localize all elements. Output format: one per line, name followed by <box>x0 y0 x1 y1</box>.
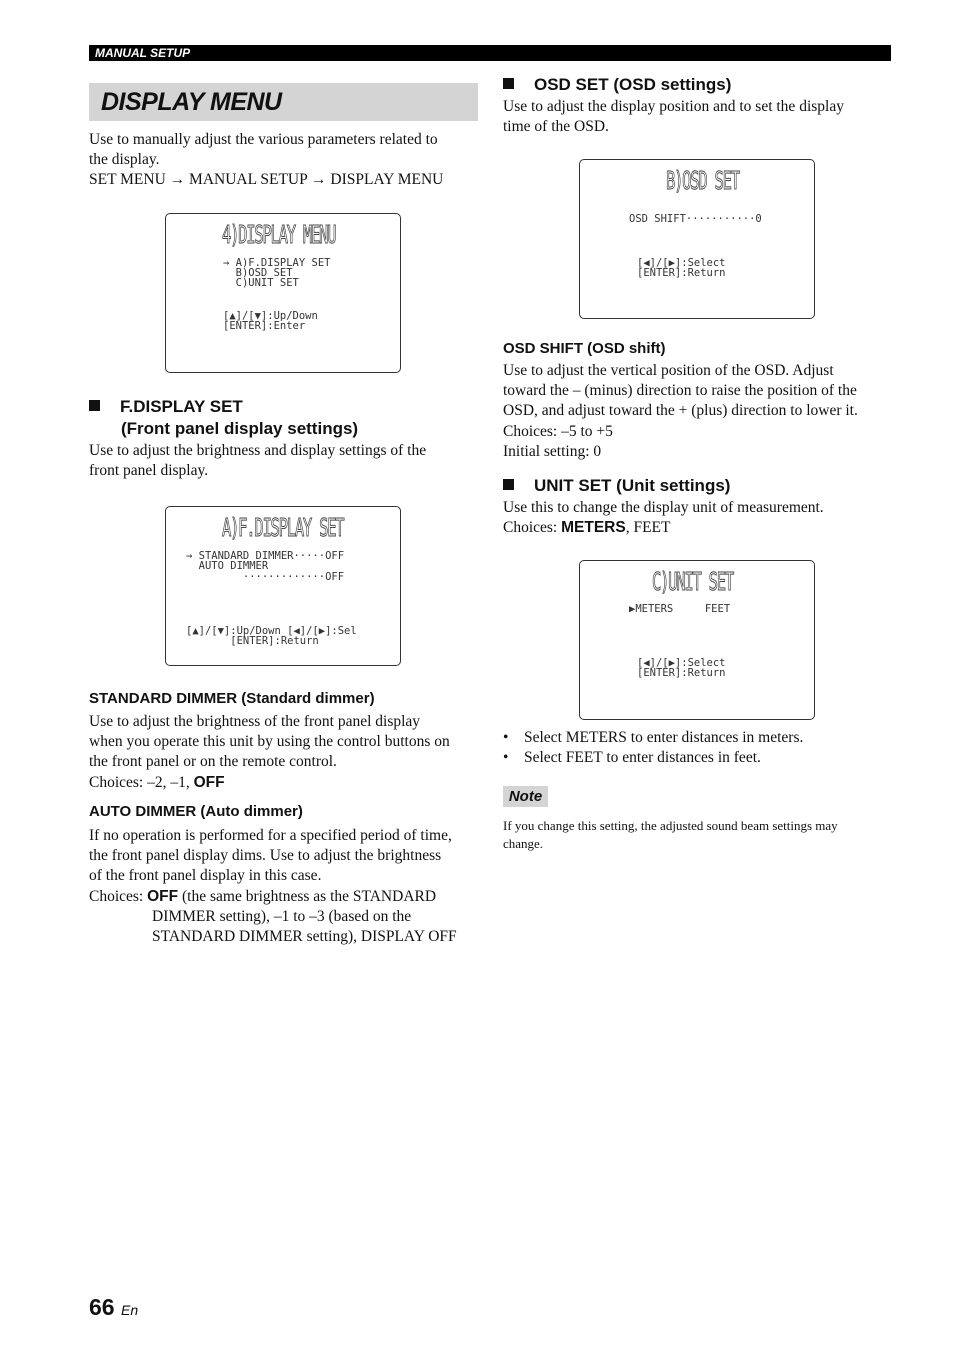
screen-fdisplay-line-2: AUTO DIMMER <box>186 560 269 572</box>
auto-dimmer-desc <box>89 826 484 947</box>
screen-fdisplay-line-1: → STANDARD DIMMER·····OFF <box>186 550 345 562</box>
standard-dimmer-heading: STANDARD DIMMER (Standard dimmer) <box>89 690 375 707</box>
square-bullet-icon <box>89 400 100 411</box>
screen-display-menu-key-1: [▲]/[▼]:Up/Down <box>223 310 318 322</box>
note-line-1: If you change this setting, the adjusted sound beam settings may <box>503 818 838 833</box>
osd-desc-line-1: Use to adjust the display position and to set the display <box>503 98 844 115</box>
note-line-2: change. <box>503 836 544 851</box>
unit-bullet-list <box>503 728 898 768</box>
fdisplay-heading-line-2: (Front panel display settings) <box>121 419 359 438</box>
standard-dimmer-choices: Choices: –2, –1, OFF <box>89 773 225 791</box>
section-header-label: MANUAL SETUP <box>95 46 191 60</box>
fdisplay-heading <box>89 396 243 418</box>
auto-dimmer-default: OFF <box>147 887 179 905</box>
screen-osd-set <box>579 159 815 319</box>
auto-dimmer-line-3: of the front panel display in this case. <box>89 867 322 885</box>
unit-heading-text: UNIT SET (Unit settings) <box>534 476 731 495</box>
osd-shift-line-2: toward the – (minus) direction to raise the position of the <box>503 382 857 400</box>
screen-osd-title: B)OSD SET <box>666 166 739 195</box>
standard-dimmer-desc <box>89 712 484 793</box>
screen-fdisplay-title: A)F.DISPLAY SET <box>222 513 344 542</box>
unit-heading <box>503 475 730 497</box>
screen-osd-key-1: [◀]/[▶]:Select <box>637 257 726 269</box>
osd-shift-line-4: Choices: –5 to +5 <box>503 422 613 440</box>
unit-choices: Choices: METERS, FEET <box>503 519 671 537</box>
osd-desc <box>503 97 895 137</box>
unit-default: METERS <box>561 519 626 537</box>
screen-unit-key-2: [ENTER]:Return <box>637 667 726 679</box>
list-item: • Select METERS to enter distances in meters. <box>503 728 898 748</box>
auto-dimmer-choices-line-1: Choices: OFF (the same brightness as the STANDARD <box>89 887 437 905</box>
page-title: DISPLAY MENU <box>101 88 282 116</box>
osd-shift-desc <box>503 361 898 462</box>
standard-dimmer-line-3: the front panel or on the remote control. <box>89 753 337 771</box>
fdisplay-desc <box>89 441 481 481</box>
standard-dimmer-line-2: when you operate this unit by using the control buttons on <box>89 733 450 751</box>
screen-unit-key-1: [◀]/[▶]:Select <box>637 657 726 669</box>
unit-desc-line: Use this to change the display unit of measurement. <box>503 499 824 516</box>
screen-display-menu-item-2: B)OSD SET <box>223 267 293 279</box>
screen-fdisplay-set <box>165 506 401 666</box>
screen-fdisplay-key-1: [▲]/[▼]:Up/Down [◀]/[▶]:Sel <box>186 625 357 637</box>
auto-dimmer-choices-line-3: STANDARD DIMMER setting), DISPLAY OFF <box>152 928 457 946</box>
page-title-box <box>89 83 478 121</box>
fdisplay-desc-line-2: front panel display. <box>89 462 209 480</box>
osd-heading <box>503 74 731 96</box>
unit-desc <box>503 498 895 538</box>
standard-dimmer-line-1: Use to adjust the brightness of the front panel display <box>89 713 421 730</box>
osd-heading-text: OSD SET (OSD settings) <box>534 75 732 94</box>
auto-dimmer-heading: AUTO DIMMER (Auto dimmer) <box>89 803 303 820</box>
osd-shift-heading: OSD SHIFT (OSD shift) <box>503 340 666 357</box>
list-item: • Select FEET to enter distances in feet. <box>503 748 898 768</box>
page-language: En <box>121 1302 139 1318</box>
osd-shift-line-5: Initial setting: 0 <box>503 442 602 460</box>
standard-dimmer-default: OFF <box>193 773 225 791</box>
note-label: Note <box>503 786 548 807</box>
screen-display-menu-item-1: → A)F.DISPLAY SET <box>223 257 331 269</box>
screen-unit-line: ▶METERS FEET <box>629 603 731 615</box>
screen-display-menu-key-2: [ENTER]:Enter <box>223 320 306 332</box>
screen-display-menu <box>165 213 401 373</box>
osd-shift-line-1: Use to adjust the vertical position of the OSD. Adjust <box>503 362 834 379</box>
screen-fdisplay-line-3: ·············OFF <box>186 571 345 583</box>
screen-display-menu-title: 4)DISPLAY MENU <box>222 220 336 249</box>
screen-osd-key-2: [ENTER]:Return <box>637 267 726 279</box>
auto-dimmer-choices-line-2: DIMMER setting), –1 to –3 (based on the <box>152 907 412 925</box>
fdisplay-desc-line-1: Use to adjust the brightness and display settings of the <box>89 442 427 459</box>
screen-unit-set <box>579 560 815 720</box>
osd-desc-line-2: time of the OSD. <box>503 118 609 136</box>
section-header-bar <box>89 45 891 61</box>
page-number: 66 <box>89 1294 115 1320</box>
auto-dimmer-line-2: the front panel display dims. Use to adjust the brightness <box>89 847 442 865</box>
intro-menu-path: SET MENU → MANUAL SETUP → DISPLAY MENU <box>89 171 444 189</box>
screen-unit-title: C)UNIT SET <box>652 567 733 596</box>
note-text <box>503 817 893 853</box>
osd-shift-line-3: OSD, and adjust toward the + (plus) direction to lower it. <box>503 402 858 420</box>
square-bullet-icon <box>503 479 514 490</box>
auto-dimmer-line-1: If no operation is performed for a specified period of time, <box>89 827 452 844</box>
fdisplay-heading-line-1: F.DISPLAY SET <box>120 397 243 416</box>
screen-display-menu-item-3: C)UNIT SET <box>223 277 299 289</box>
intro-text <box>89 130 481 191</box>
screen-osd-line: OSD SHIFT···········0 <box>629 213 762 225</box>
square-bullet-icon <box>503 78 514 89</box>
screen-fdisplay-key-2: [ENTER]:Return <box>186 635 319 647</box>
intro-line-1: Use to manually adjust the various parameters related to <box>89 131 438 148</box>
intro-line-2: the display. <box>89 151 160 169</box>
